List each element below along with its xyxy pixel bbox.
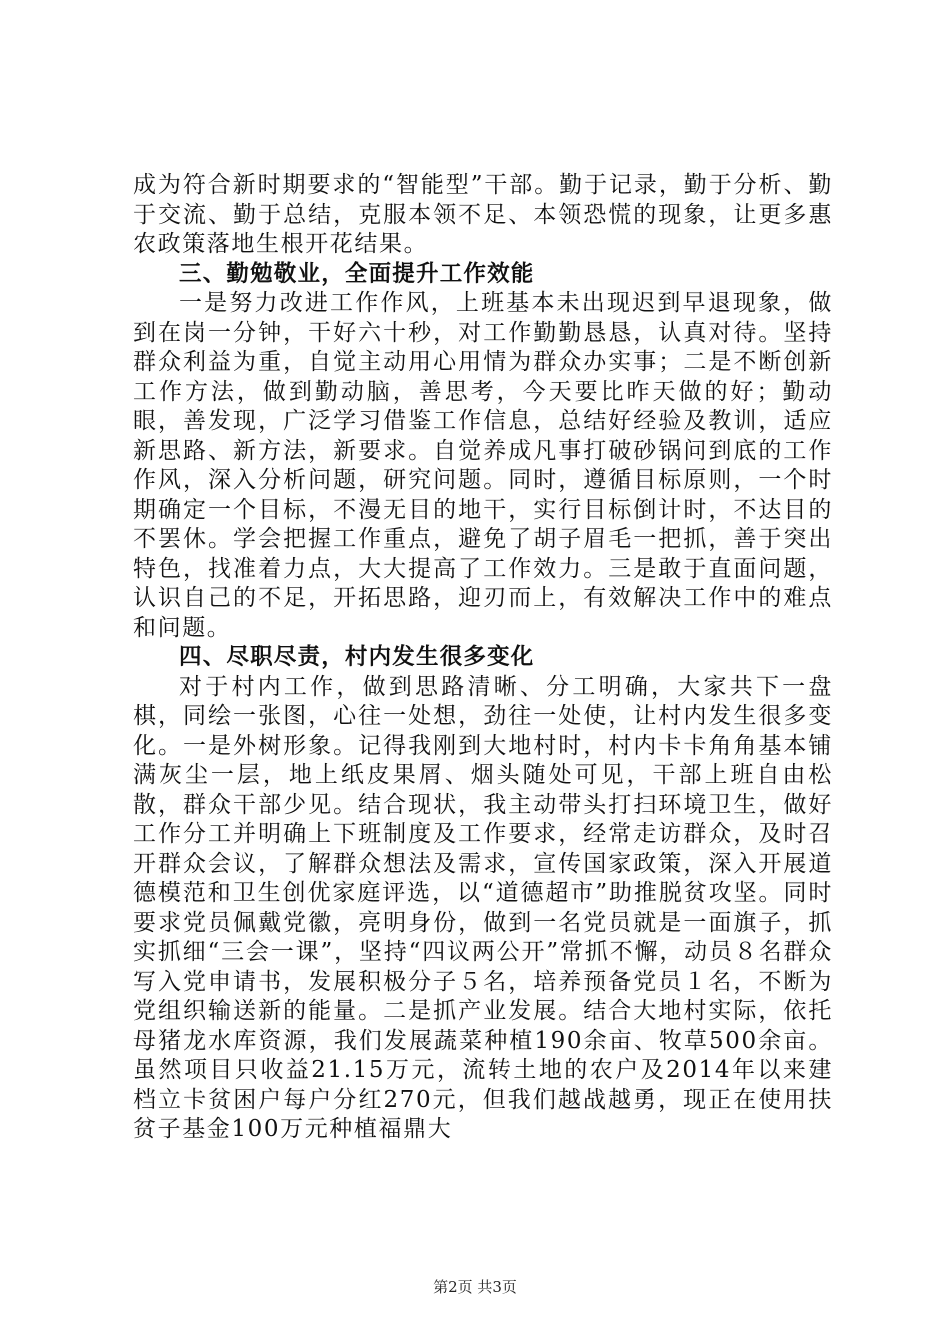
section-heading-3: 三、勤勉敬业，全面提升工作效能 [179,260,535,287]
document-body [133,171,833,1145]
paragraph-continued: 成为符合新时期要求的“智能型”干部。勤于记录，勤于分析、勤于交流、勤于总结，克服本领不足、本领恐慌的现象，让更多惠农政策落地生根开花结果。 [133,172,833,257]
paragraph-section-4: 对于村内工作，做到思路清晰、分工明确，大家共下一盘棋，同绘一张图，心往一处想，劲往一处使，让村内发生很多变化。一是外树形象。记得我刚到大地村时，村内卡卡角角基本铺满灰尘一层，地上纸皮果屑、烟头随处可见，干部上班自由松散，群众干部少见。结合现状，我主动带头打扫环境卫生，做好工作分工并明确上下班制度及工作要求，经常走访群众，及时召开群众会议，了解群众想法及需求，宣传国家政策，深入开展道德模范和卫生创优家庭评选，以“道德超市”助推脱贫攻坚。同时要求党员佩戴党徽，亮明身份，做到一名党员就是一面旗子，抓实抓细“三会一课”，坚持“四议两公开”常抓不懈，动员８名群众写入党申请书，发展积极分子５名，培养预备党员１名，不断为党组织输送新的能量。二是抓产业发展。结合大地村实际，依托母猪龙水库资源，我们发展蔬菜种植190余亩、牧草500余亩。虽然项目只收益21.15万元，流转土地的农户及2014年以来建档立卡贫困户每户分红270元，但我们越战越勇，现正在使用扶贫子基金100万元种植福鼎大 [133,673,833,1142]
section-heading-4: 四、尽职尽责，村内发生很多变化 [179,644,535,670]
paragraph-section-3: 一是努力改进工作作风，上班基本未出现迟到早退现象，做到在岗一分钟，干好六十秒，对工作勤勤恳恳，认真对待。坚持群众利益为重，自觉主动用心用情为群众办实事；二是不断创新工作方法，做到勤动脑，善思考，今天要比昨天做的好；勤动眼，善发现，广泛学习借鉴工作信息，总结好经验及教训，适应新思路、新方法，新要求。自觉养成凡事打破砂锅问到底的工作作风，深入分析问题，研究问题。同时，遵循目标原则，一个时期确定一个目标，不漫无目的地干，实行目标倒计时，不达目的不罢休。学会把握工作重点，避免了胡子眉毛一把抓，善于突出特色，找准着力点，大大提高了工作效力。三是敢于直面问题，认识自己的不足，开拓思路，迎刃而上，有效解决工作中的难点和问题。 [133,290,833,641]
page-number-footer: 第2页 共3页 [433,1278,517,1296]
